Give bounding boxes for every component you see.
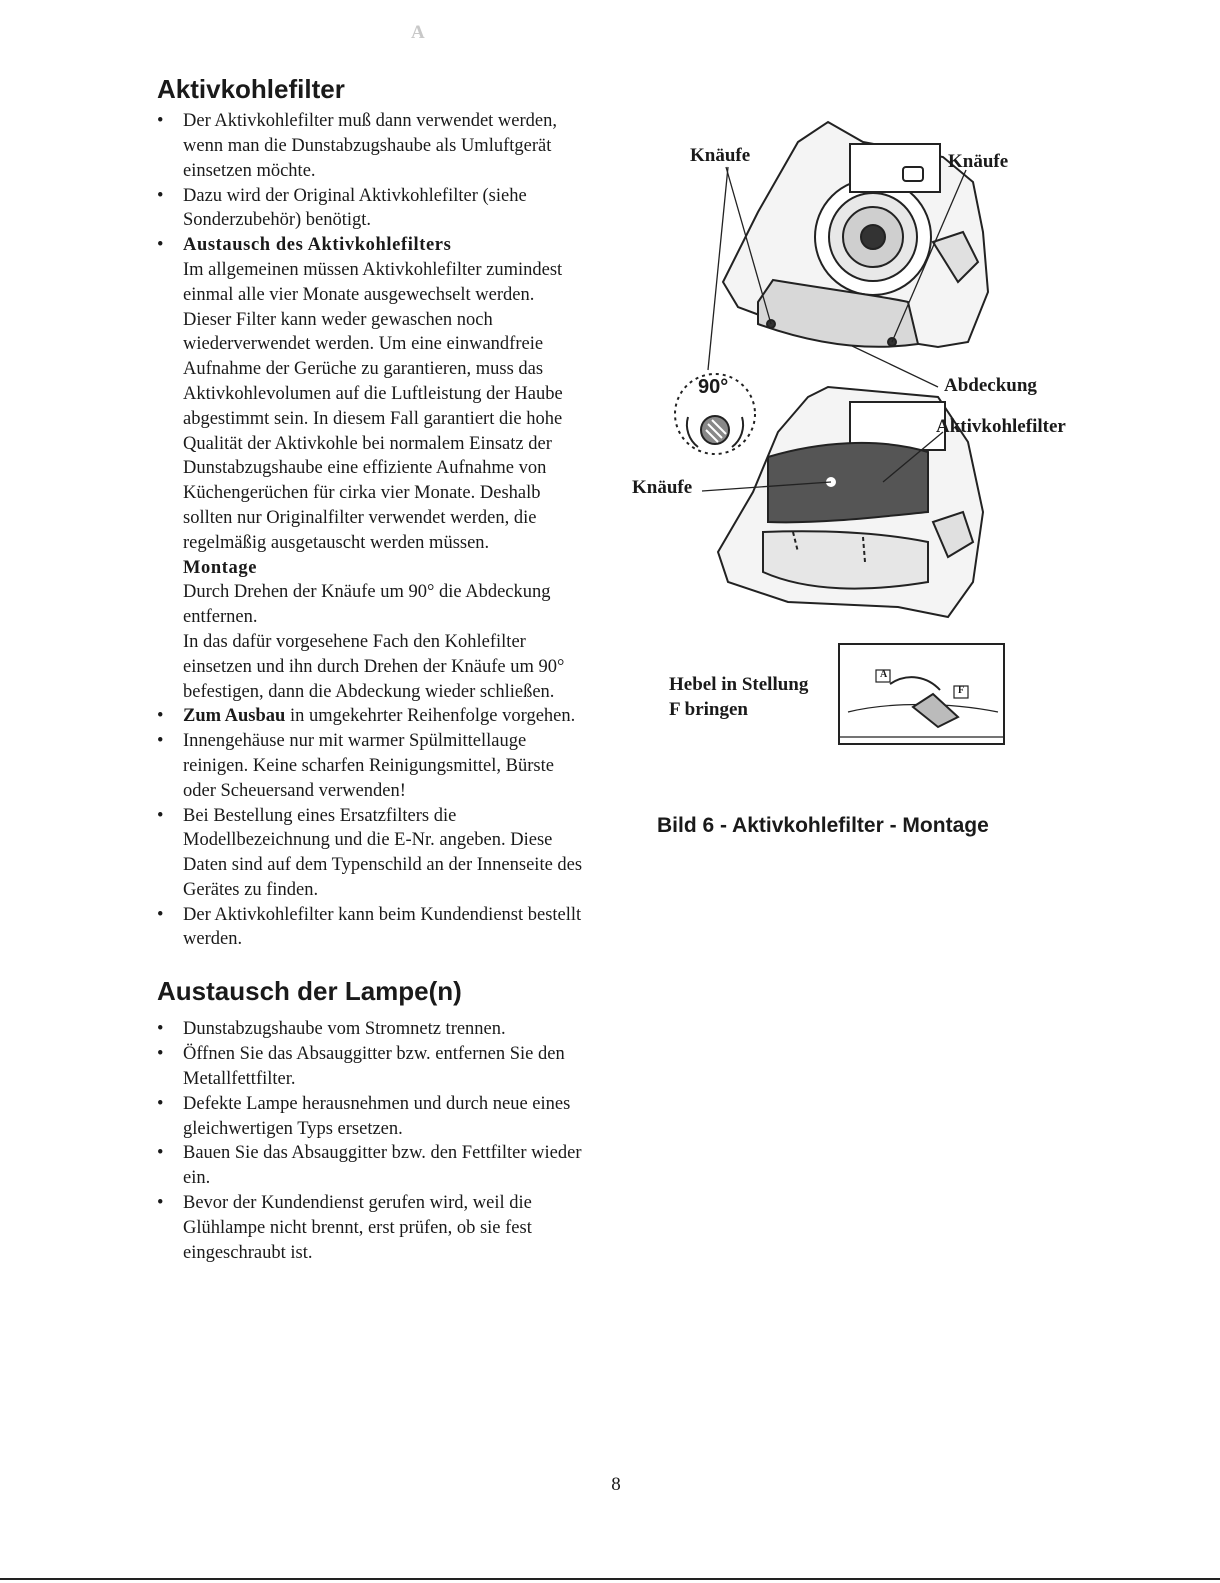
figure-aktivkohlefilter-montage bbox=[628, 112, 1098, 772]
bullet: • bbox=[157, 1193, 164, 1214]
label-abdeckung: Abdeckung bbox=[944, 375, 1037, 396]
paragraph-montage-2: In das dafür vorgesehene Fach den Kohlefilter einsetzen und ihn durch Drehen der Knäufe um 90° befestigen, dann die Abdeckung wieder schließen. bbox=[183, 631, 565, 702]
list-item bbox=[157, 109, 587, 183]
bullet: • bbox=[157, 904, 164, 925]
list-item bbox=[157, 1141, 587, 1191]
page-number: 8 bbox=[611, 1474, 621, 1495]
subheading-montage: Montage bbox=[183, 557, 258, 578]
figure-caption: Bild 6 - Aktivkohlefilter - Montage bbox=[657, 814, 989, 837]
bullet: • bbox=[157, 1143, 164, 1164]
label-knaeufe-lower: Knäufe bbox=[632, 477, 693, 498]
label-knaeufe-top-right: Knäufe bbox=[948, 151, 1009, 172]
bullet: • bbox=[157, 706, 164, 727]
label-aktivkohlefilter: Aktivkohlefilter bbox=[936, 416, 1066, 437]
list-item bbox=[157, 1042, 587, 1092]
section-title-aktivkohlefilter: Aktivkohlefilter bbox=[157, 74, 345, 104]
item-text: Dunstabzugshaube vom Stromnetz trennen. bbox=[183, 1019, 506, 1040]
item-bold: Zum Ausbau bbox=[183, 706, 286, 727]
list-item bbox=[157, 233, 587, 704]
label-hebel-line2: F bringen bbox=[669, 699, 748, 720]
item-text: Öffnen Sie das Absauggitter bzw. entfernen Sie den Metallfettfilter. bbox=[183, 1044, 565, 1090]
list-item bbox=[157, 184, 587, 234]
item-text: Bei Bestellung eines Ersatzfilters die Modellbezeichnung und die E-Nr. angeben. Diese Daten sind auf dem Typenschild an der Innenseite des Gerätes zu finden. bbox=[183, 805, 583, 900]
bullet: • bbox=[157, 1093, 164, 1114]
figure-drawing bbox=[628, 112, 1098, 772]
item-text: Innengehäuse nur mit warmer Spülmittellauge reinigen. Keine scharfen Reinigungsmittel, Bürste oder Scheuersand verwenden! bbox=[183, 731, 554, 801]
list-item bbox=[157, 704, 587, 729]
list-item bbox=[157, 1191, 587, 1265]
subheading-austausch: Austausch des Aktivkohlefilters bbox=[183, 235, 452, 256]
aktivkohlefilter-list bbox=[157, 109, 587, 952]
bullet: • bbox=[157, 235, 164, 256]
bullet: • bbox=[157, 185, 164, 206]
label-hebel-line1: Hebel in Stellung bbox=[669, 674, 809, 695]
bullet: • bbox=[157, 111, 164, 132]
bullet: • bbox=[157, 1019, 164, 1040]
item-text: Bevor der Kundendienst gerufen wird, weil die Glühlampe nicht brennt, erst prüfen, ob sie fest eingeschraubt ist. bbox=[183, 1193, 532, 1263]
list-item bbox=[157, 903, 587, 953]
bullet: • bbox=[157, 805, 164, 826]
section-title-lampe: Austausch der Lampe(n) bbox=[157, 976, 462, 1007]
label-90-degree: 90° bbox=[698, 376, 729, 398]
paragraph-wechsel: Im allgemeinen müssen Aktivkohlefilter zumindest einmal alle vier Monate ausgewechselt werden. bbox=[183, 259, 563, 305]
list-item bbox=[157, 1092, 587, 1142]
item-text: Der Aktivkohlefilter kann beim Kundendienst bestellt werden. bbox=[183, 904, 582, 950]
inset-label-a: A bbox=[880, 669, 888, 680]
item-text: in umgekehrter Reihenfolge vorgehen. bbox=[285, 706, 576, 727]
item-text: Dazu wird der Original Aktivkohlefilter (siehe Sonderzubehör) benötigt. bbox=[183, 185, 527, 231]
bullet: • bbox=[157, 731, 164, 752]
paragraph-filter: Dieser Filter kann weder gewaschen noch wiederverwendet werden. Um eine einwandfreie Aufnahme der Gerüche zu garantieren, muss das Aktivkohlevolumen auf die Luftleistung der Haube abgestimmt sein. In diesem Fall garantiert die hohe Qualität der Aktivkohle bei normalem Einsatz der Dunstabzugshaube eine effiziente Aufnahme von Küchengerüchen für cirka vier Monate. Deshalb sollten nur Originalfilter verwendet werden, die regelmäßig ausgetauscht werden müssen. bbox=[183, 309, 563, 553]
item-text: Bauen Sie das Absauggitter bzw. den Fettfilter wieder ein. bbox=[183, 1143, 582, 1189]
label-knaeufe-top-left: Knäufe bbox=[690, 145, 751, 166]
lampe-list bbox=[157, 1017, 587, 1265]
list-item bbox=[157, 804, 587, 903]
lever-inset-drawing bbox=[839, 644, 1004, 744]
paragraph-montage-1: Durch Drehen der Knäufe um 90° die Abdeckung entfernen. bbox=[183, 582, 551, 628]
inset-label-f: F bbox=[958, 685, 965, 696]
header-mark: A bbox=[411, 22, 425, 43]
item-text: Defekte Lampe herausnehmen und durch neue eines gleichwertigen Typs ersetzen. bbox=[183, 1093, 571, 1139]
bottom-rule bbox=[0, 1578, 1220, 1580]
bullet: • bbox=[157, 1044, 164, 1065]
text-column bbox=[157, 74, 587, 1265]
item-text: Der Aktivkohlefilter muß dann verwendet werden, wenn man die Dunstabzugshaube als Umluftgerät einsetzen möchte. bbox=[183, 111, 557, 181]
list-item bbox=[157, 729, 587, 803]
list-item bbox=[157, 1017, 587, 1042]
